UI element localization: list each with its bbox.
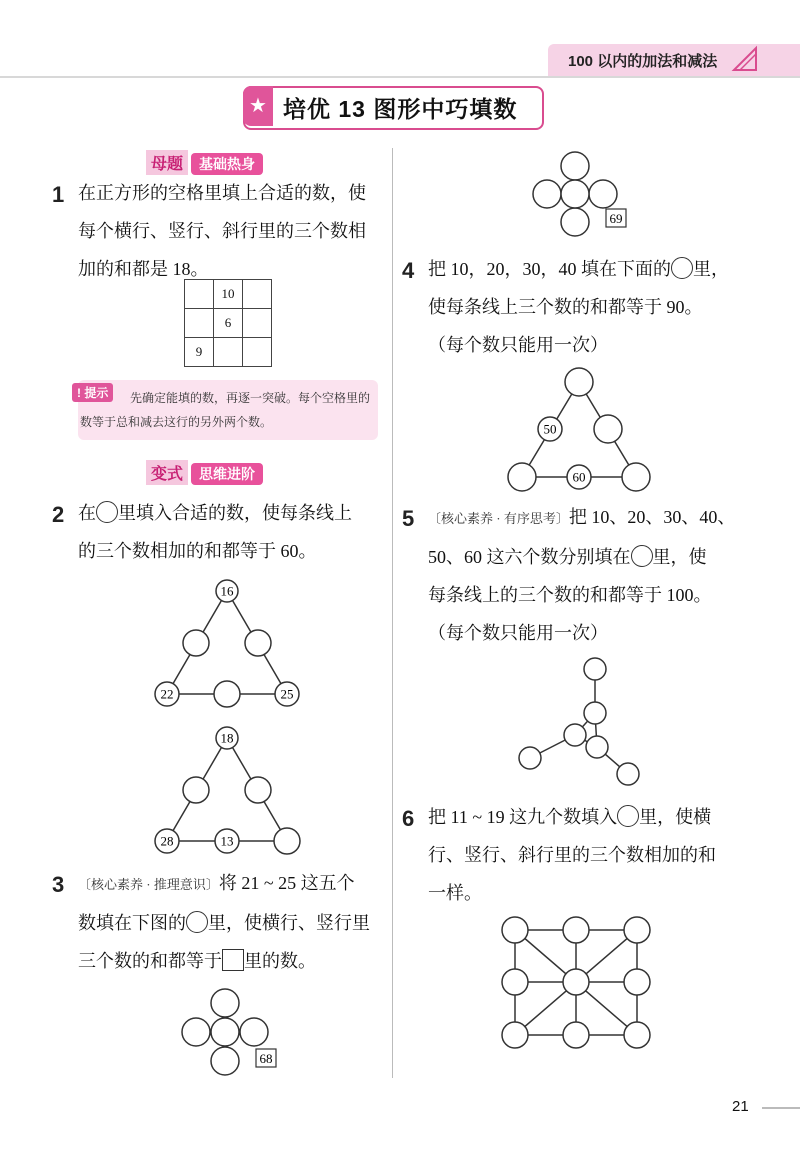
- node-circle[interactable]: [563, 969, 589, 995]
- question-4-text: [428, 250, 798, 364]
- node-label: 60: [572, 469, 586, 485]
- grid-cell[interactable]: [243, 280, 272, 309]
- node-circle[interactable]: [563, 1022, 589, 1048]
- q3-text: 三个数的和都等于: [78, 951, 222, 971]
- tip-text: 先确定能填的数，再逐一突破。每个空格里的数等于总和减去这行的另外两个数。: [80, 391, 371, 429]
- node-circle[interactable]: [624, 1022, 650, 1048]
- node-circle[interactable]: [245, 630, 271, 656]
- core-literacy-tag: 〔核心素养 · 推理意识〕: [78, 877, 219, 892]
- star-icon: ★: [243, 86, 273, 126]
- q3-text: 数填在下图的: [78, 913, 186, 933]
- question-1-text: [78, 174, 388, 288]
- page-rule: [762, 1107, 800, 1109]
- circle-icon: [96, 501, 118, 523]
- square-icon: [222, 949, 244, 971]
- node-circle[interactable]: [245, 777, 271, 803]
- question-number: 3: [52, 872, 65, 897]
- question-5-text: [428, 498, 798, 652]
- node-circle[interactable]: [589, 180, 617, 208]
- grid-cell[interactable]: [243, 309, 272, 338]
- grid-star-diagram: [495, 913, 660, 1053]
- node-circle[interactable]: [617, 763, 639, 785]
- question-6-text: [428, 798, 798, 912]
- section-main: 母题: [146, 150, 188, 175]
- circle-icon: [186, 911, 208, 933]
- ruler-icon: [730, 44, 760, 74]
- node-circle[interactable]: [508, 463, 536, 491]
- grid-cell[interactable]: [185, 280, 214, 309]
- section-sub: 基础热身: [191, 153, 263, 175]
- tri-star-diagram: [510, 655, 650, 790]
- q2-text: 里填入合适的数，使每条线上: [118, 503, 352, 523]
- node-circle[interactable]: [211, 1047, 239, 1075]
- question-2-text: [78, 494, 388, 570]
- column-divider: [392, 148, 393, 1078]
- node-circle[interactable]: [563, 917, 589, 943]
- q6-text: 行、竖行、斜行里的三个数相加的和: [428, 845, 716, 865]
- grid-cell[interactable]: [243, 338, 272, 367]
- q4-text: 把 10，20，30，40 填在下面的: [428, 259, 671, 279]
- grid-cell: 9: [185, 338, 214, 367]
- node-label: 50: [543, 421, 557, 437]
- question-number: 2: [52, 502, 65, 527]
- node-circle[interactable]: [561, 152, 589, 180]
- node-circle[interactable]: [584, 658, 606, 680]
- q4-text: （每个数只能用一次）: [428, 335, 608, 355]
- q1-line: 每个横行、竖行、斜行里的三个数相: [78, 221, 366, 241]
- sum-label: 69: [609, 211, 623, 226]
- q5-text: 每条线上的三个数的和都等于 100。: [428, 585, 712, 605]
- q6-text: 一样。: [428, 883, 482, 903]
- triangle-diagram-2: [150, 722, 310, 862]
- node-circle[interactable]: [182, 1018, 210, 1046]
- node-circle[interactable]: [274, 828, 300, 854]
- question-3-text: [78, 864, 390, 980]
- chapter-title: 100 以内的加法和减法: [568, 53, 718, 70]
- sum-label: 68: [259, 1051, 273, 1066]
- q5-text: （每个数只能用一次）: [428, 623, 608, 643]
- circle-icon: [671, 257, 693, 279]
- node-circle[interactable]: [183, 777, 209, 803]
- node-circle[interactable]: [533, 180, 561, 208]
- grid-cell[interactable]: [185, 309, 214, 338]
- cross-diagram-2: [530, 147, 640, 247]
- core-literacy-tag: 〔核心素养 · 有序思考〕: [428, 511, 569, 526]
- tip-label-text: 提示: [84, 386, 109, 400]
- header-rule: [0, 76, 800, 78]
- node-circle[interactable]: [624, 969, 650, 995]
- node-circle[interactable]: [564, 724, 586, 746]
- node-circle[interactable]: [586, 736, 608, 758]
- q1-line: 加的和都是 18。: [78, 259, 209, 279]
- node-circle[interactable]: [502, 1022, 528, 1048]
- q3-text: 将 21 ~ 25 这五个: [218, 873, 355, 893]
- question-number: 4: [402, 258, 415, 283]
- circle-icon: [617, 805, 639, 827]
- section-label-basic: [146, 150, 263, 176]
- q1-line: 在正方形的空格里填上合适的数，使: [78, 183, 366, 203]
- q2-text: 在: [78, 503, 96, 523]
- node-circle[interactable]: [183, 630, 209, 656]
- node-circle[interactable]: [211, 1018, 239, 1046]
- q2-text: 的三个数相加的和都等于 60。: [78, 541, 317, 561]
- q6-text: 把 11 ~ 19 这九个数填入: [428, 807, 618, 827]
- q5-text: 把 10、20、30、40、: [568, 507, 736, 527]
- q6-text: 里，使横: [639, 807, 712, 827]
- question-number: 6: [402, 806, 415, 831]
- node-circle[interactable]: [519, 747, 541, 769]
- node-circle[interactable]: [622, 463, 650, 491]
- triangle-diagram-1: [150, 575, 310, 715]
- section-label-advanced: [146, 460, 263, 486]
- node-circle[interactable]: [214, 681, 240, 707]
- q5-text: 里，使: [652, 547, 707, 567]
- q3-text: 里的数。: [244, 951, 316, 971]
- node-circle[interactable]: [502, 917, 528, 943]
- page-number: 21: [732, 1098, 749, 1115]
- q4-text: 里，: [693, 259, 729, 279]
- grid-cell: 6: [214, 309, 243, 338]
- node-label: 16: [220, 583, 234, 599]
- tip-label: ! 提示: [72, 383, 113, 402]
- page-title: 培优 13 图形中巧填数: [283, 96, 518, 122]
- node-circle[interactable]: [624, 917, 650, 943]
- node-circle[interactable]: [561, 208, 589, 236]
- circle-icon: [631, 545, 653, 567]
- section-sub: 思维进阶: [191, 463, 263, 485]
- node-circle[interactable]: [502, 969, 528, 995]
- section-main: 变式: [146, 460, 188, 485]
- triangle-diagram-3: [500, 364, 660, 494]
- question-number: 5: [402, 506, 415, 531]
- q3-text: 里，使横行、竖行里: [208, 913, 370, 933]
- node-circle[interactable]: [584, 702, 606, 724]
- question-number: 1: [52, 182, 65, 207]
- cross-diagram-1: [178, 984, 288, 1084]
- node-label: 28: [160, 833, 174, 849]
- node-circle[interactable]: [211, 989, 239, 1017]
- node-circle[interactable]: [565, 368, 593, 396]
- node-circle[interactable]: [561, 180, 589, 208]
- q5-text: 50、60 这六个数分别填在: [428, 547, 631, 567]
- grid-cell: 10: [214, 280, 243, 309]
- node-label: 18: [220, 730, 234, 746]
- node-label: 13: [220, 833, 234, 849]
- node-circle[interactable]: [240, 1018, 268, 1046]
- node-circle[interactable]: [594, 415, 622, 443]
- node-label: 22: [160, 686, 174, 702]
- grid-cell[interactable]: [214, 338, 243, 367]
- q4-text: 使每条线上三个数的和都等于 90。: [428, 297, 703, 317]
- node-label: 25: [280, 686, 294, 702]
- magic-square-grid: [184, 279, 272, 367]
